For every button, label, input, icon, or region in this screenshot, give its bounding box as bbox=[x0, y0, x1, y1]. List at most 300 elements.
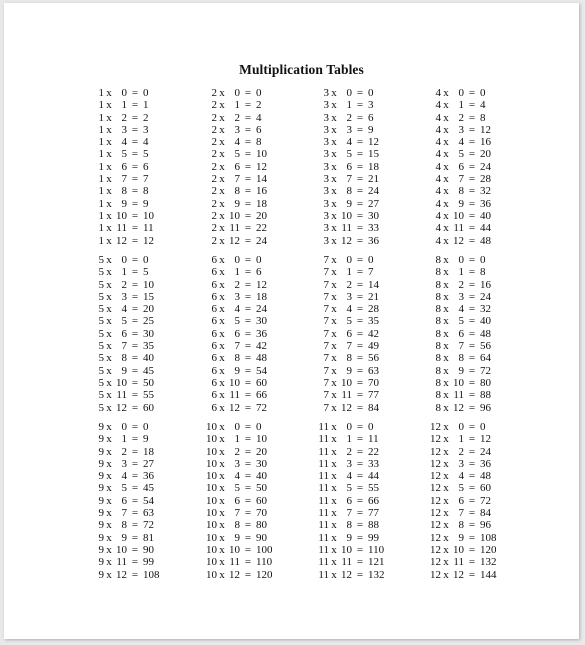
product: 44 bbox=[480, 222, 491, 235]
times-sign: x bbox=[106, 303, 112, 316]
times-sign: x bbox=[331, 494, 337, 507]
times-sign: x bbox=[443, 445, 449, 458]
product: 16 bbox=[480, 136, 491, 149]
factor-b: 7 bbox=[234, 173, 240, 186]
factor-b: 9 bbox=[121, 531, 127, 544]
factor-b: 7 bbox=[234, 340, 240, 353]
equals-sign: = bbox=[468, 568, 476, 581]
equals-sign: = bbox=[468, 99, 476, 112]
equation-row bbox=[88, 482, 167, 494]
product: 24 bbox=[480, 290, 491, 303]
product: 66 bbox=[256, 389, 267, 402]
product: 8 bbox=[480, 266, 486, 279]
factor-a: 12 bbox=[430, 457, 441, 470]
times-sign: x bbox=[219, 543, 225, 556]
product: 35 bbox=[143, 340, 154, 353]
product: 0 bbox=[143, 254, 149, 266]
equation-row bbox=[425, 402, 504, 414]
factor-b: 2 bbox=[458, 445, 464, 458]
equation-row bbox=[201, 556, 280, 568]
factor-b: 10 bbox=[229, 543, 240, 556]
equals-sign: = bbox=[131, 364, 139, 377]
equation-row bbox=[425, 507, 504, 519]
factor-a: 7 bbox=[323, 376, 329, 389]
factor-a: 8 bbox=[435, 327, 441, 340]
equation-row bbox=[88, 254, 167, 266]
times-sign: x bbox=[443, 111, 449, 124]
times-sign: x bbox=[106, 111, 112, 124]
product: 18 bbox=[256, 197, 267, 210]
times-sign: x bbox=[219, 222, 225, 235]
equation-row bbox=[201, 87, 280, 99]
product: 55 bbox=[368, 482, 379, 495]
times-sign: x bbox=[443, 568, 449, 581]
product: 5 bbox=[143, 148, 149, 161]
times-sign: x bbox=[443, 303, 449, 316]
product: 16 bbox=[256, 185, 267, 198]
equation-row bbox=[88, 279, 167, 291]
factor-a: 6 bbox=[211, 254, 217, 266]
equation-row bbox=[313, 470, 392, 482]
equals-sign: = bbox=[131, 209, 139, 222]
times-sign: x bbox=[331, 389, 337, 402]
equals-sign: = bbox=[131, 519, 139, 532]
product: 50 bbox=[143, 376, 154, 389]
factor-a: 6 bbox=[211, 315, 217, 328]
equals-sign: = bbox=[356, 254, 364, 266]
equals-sign: = bbox=[131, 87, 139, 99]
product: 100 bbox=[256, 543, 273, 556]
times-sign: x bbox=[443, 327, 449, 340]
times-sign: x bbox=[106, 494, 112, 507]
factor-b: 4 bbox=[458, 136, 464, 149]
times-sign: x bbox=[106, 421, 112, 433]
factor-a: 11 bbox=[318, 421, 329, 433]
factor-a: 5 bbox=[98, 303, 104, 316]
product: 5 bbox=[143, 266, 149, 279]
factor-a: 4 bbox=[435, 111, 441, 124]
factor-a: 2 bbox=[211, 87, 217, 99]
times-sign: x bbox=[443, 556, 449, 569]
product: 30 bbox=[256, 315, 267, 328]
product: 3 bbox=[368, 99, 374, 112]
equals-sign: = bbox=[131, 197, 139, 210]
product: 15 bbox=[368, 148, 379, 161]
product: 27 bbox=[368, 197, 379, 210]
factor-a: 12 bbox=[430, 494, 441, 507]
factor-b: 12 bbox=[229, 401, 240, 414]
times-sign: x bbox=[331, 290, 337, 303]
product: 90 bbox=[256, 531, 267, 544]
equals-sign: = bbox=[244, 87, 252, 99]
product: 121 bbox=[368, 556, 385, 569]
product: 40 bbox=[143, 352, 154, 365]
product: 54 bbox=[143, 494, 154, 507]
factor-b: 8 bbox=[346, 519, 352, 532]
factor-b: 1 bbox=[458, 433, 464, 446]
equals-sign: = bbox=[356, 185, 364, 198]
factor-a: 7 bbox=[323, 352, 329, 365]
product: 36 bbox=[256, 327, 267, 340]
table-block-6 bbox=[201, 254, 280, 414]
equals-sign: = bbox=[131, 254, 139, 266]
times-sign: x bbox=[443, 185, 449, 198]
factor-a: 1 bbox=[98, 87, 104, 99]
product: 49 bbox=[368, 340, 379, 353]
factor-a: 10 bbox=[206, 421, 217, 433]
factor-a: 2 bbox=[211, 148, 217, 161]
product: 22 bbox=[368, 445, 379, 458]
equals-sign: = bbox=[356, 401, 364, 414]
factor-b: 4 bbox=[121, 470, 127, 483]
equals-sign: = bbox=[244, 278, 252, 291]
equals-sign: = bbox=[244, 445, 252, 458]
times-sign: x bbox=[331, 519, 337, 532]
factor-b: 4 bbox=[234, 470, 240, 483]
factor-a: 9 bbox=[98, 543, 104, 556]
times-sign: x bbox=[219, 457, 225, 470]
equation-row bbox=[425, 99, 504, 111]
equals-sign: = bbox=[468, 482, 476, 495]
times-sign: x bbox=[219, 173, 225, 186]
factor-b: 2 bbox=[121, 278, 127, 291]
equals-sign: = bbox=[356, 303, 364, 316]
factor-b: 9 bbox=[346, 197, 352, 210]
factor-a: 6 bbox=[211, 266, 217, 279]
product: 56 bbox=[480, 340, 491, 353]
equals-sign: = bbox=[131, 531, 139, 544]
factor-a: 10 bbox=[206, 507, 217, 520]
product: 36 bbox=[368, 234, 379, 247]
times-sign: x bbox=[106, 401, 112, 414]
times-sign: x bbox=[443, 376, 449, 389]
equation-row bbox=[88, 519, 167, 531]
times-sign: x bbox=[106, 470, 112, 483]
product: 60 bbox=[143, 401, 154, 414]
equation-row bbox=[201, 254, 280, 266]
factor-b: 3 bbox=[346, 123, 352, 136]
factor-a: 3 bbox=[323, 185, 329, 198]
table-block-11 bbox=[313, 421, 392, 581]
equals-sign: = bbox=[468, 421, 476, 433]
factor-b: 8 bbox=[121, 185, 127, 198]
equation-row bbox=[201, 352, 280, 364]
equals-sign: = bbox=[356, 173, 364, 186]
factor-a: 6 bbox=[211, 303, 217, 316]
factor-b: 5 bbox=[234, 148, 240, 161]
equation-row bbox=[88, 340, 167, 352]
factor-a: 6 bbox=[211, 389, 217, 402]
factor-b: 4 bbox=[346, 303, 352, 316]
factor-a: 11 bbox=[318, 531, 329, 544]
product: 0 bbox=[143, 421, 149, 433]
factor-b: 3 bbox=[458, 123, 464, 136]
equation-row bbox=[313, 421, 392, 433]
product: 10 bbox=[143, 278, 154, 291]
equals-sign: = bbox=[244, 197, 252, 210]
factor-a: 5 bbox=[98, 401, 104, 414]
factor-a: 1 bbox=[98, 99, 104, 112]
factor-a: 8 bbox=[435, 278, 441, 291]
times-sign: x bbox=[106, 209, 112, 222]
factor-a: 4 bbox=[435, 87, 441, 99]
product: 8 bbox=[480, 111, 486, 124]
equals-sign: = bbox=[356, 209, 364, 222]
product: 108 bbox=[143, 568, 160, 581]
product: 12 bbox=[256, 160, 267, 173]
equation-row bbox=[201, 198, 280, 210]
equals-sign: = bbox=[244, 123, 252, 136]
factor-a: 9 bbox=[98, 470, 104, 483]
factor-b: 0 bbox=[234, 254, 240, 266]
equals-sign: = bbox=[468, 197, 476, 210]
times-sign: x bbox=[106, 389, 112, 402]
factor-a: 12 bbox=[430, 433, 441, 446]
times-sign: x bbox=[219, 376, 225, 389]
equation-row bbox=[313, 340, 392, 352]
factor-a: 8 bbox=[435, 340, 441, 353]
times-sign: x bbox=[331, 173, 337, 186]
equals-sign: = bbox=[468, 266, 476, 279]
factor-b: 3 bbox=[234, 290, 240, 303]
equals-sign: = bbox=[244, 482, 252, 495]
product: 30 bbox=[368, 209, 379, 222]
equals-sign: = bbox=[356, 376, 364, 389]
equation-row bbox=[88, 544, 167, 556]
equals-sign: = bbox=[244, 160, 252, 173]
times-sign: x bbox=[219, 111, 225, 124]
times-sign: x bbox=[106, 507, 112, 520]
equation-row bbox=[313, 279, 392, 291]
factor-a: 4 bbox=[435, 197, 441, 210]
times-sign: x bbox=[331, 327, 337, 340]
table-block-3 bbox=[313, 87, 392, 247]
times-sign: x bbox=[219, 99, 225, 112]
factor-a: 4 bbox=[435, 173, 441, 186]
equation-row bbox=[201, 185, 280, 197]
product: 6 bbox=[256, 266, 262, 279]
equation-row bbox=[425, 161, 504, 173]
factor-b: 12 bbox=[116, 234, 127, 247]
factor-a: 12 bbox=[430, 531, 441, 544]
factor-a: 3 bbox=[323, 136, 329, 149]
times-sign: x bbox=[331, 543, 337, 556]
factor-a: 3 bbox=[323, 209, 329, 222]
factor-a: 6 bbox=[211, 278, 217, 291]
factor-a: 9 bbox=[98, 568, 104, 581]
factor-b: 2 bbox=[121, 111, 127, 124]
factor-a: 3 bbox=[323, 123, 329, 136]
product: 84 bbox=[368, 401, 379, 414]
factor-a: 10 bbox=[206, 482, 217, 495]
equals-sign: = bbox=[131, 421, 139, 433]
factor-a: 8 bbox=[435, 376, 441, 389]
factor-b: 6 bbox=[121, 494, 127, 507]
times-sign: x bbox=[443, 352, 449, 365]
factor-b: 2 bbox=[121, 445, 127, 458]
factor-b: 9 bbox=[234, 531, 240, 544]
factor-b: 9 bbox=[458, 531, 464, 544]
factor-a: 11 bbox=[318, 457, 329, 470]
times-sign: x bbox=[443, 266, 449, 279]
equals-sign: = bbox=[468, 185, 476, 198]
factor-a: 8 bbox=[435, 290, 441, 303]
factor-a: 6 bbox=[211, 290, 217, 303]
equation-row bbox=[201, 544, 280, 556]
factor-b: 3 bbox=[234, 457, 240, 470]
equals-sign: = bbox=[356, 457, 364, 470]
equation-row bbox=[313, 124, 392, 136]
product: 72 bbox=[480, 494, 491, 507]
factor-a: 11 bbox=[318, 482, 329, 495]
factor-b: 3 bbox=[458, 457, 464, 470]
equation-row bbox=[313, 173, 392, 185]
product: 11 bbox=[143, 222, 154, 235]
factor-b: 9 bbox=[234, 197, 240, 210]
equals-sign: = bbox=[468, 222, 476, 235]
factor-a: 7 bbox=[323, 315, 329, 328]
equation-row bbox=[88, 446, 167, 458]
factor-a: 8 bbox=[435, 254, 441, 266]
factor-a: 8 bbox=[435, 266, 441, 279]
product: 0 bbox=[480, 254, 486, 266]
factor-a: 6 bbox=[211, 401, 217, 414]
equation-row bbox=[313, 507, 392, 519]
times-sign: x bbox=[331, 87, 337, 99]
equation-row bbox=[425, 148, 504, 160]
factor-a: 11 bbox=[318, 494, 329, 507]
equals-sign: = bbox=[356, 234, 364, 247]
factor-a: 4 bbox=[435, 99, 441, 112]
times-sign: x bbox=[443, 457, 449, 470]
equals-sign: = bbox=[244, 376, 252, 389]
product: 30 bbox=[143, 327, 154, 340]
factor-b: 0 bbox=[458, 254, 464, 266]
equals-sign: = bbox=[468, 556, 476, 569]
equation-row bbox=[88, 161, 167, 173]
factor-a: 11 bbox=[318, 433, 329, 446]
equation-row bbox=[201, 470, 280, 482]
equation-row bbox=[88, 421, 167, 433]
equation-row bbox=[88, 556, 167, 568]
product: 24 bbox=[256, 234, 267, 247]
product: 48 bbox=[480, 470, 491, 483]
equals-sign: = bbox=[131, 389, 139, 402]
equation-row bbox=[425, 532, 504, 544]
times-sign: x bbox=[443, 519, 449, 532]
product: 144 bbox=[480, 568, 497, 581]
factor-a: 4 bbox=[435, 209, 441, 222]
equals-sign: = bbox=[244, 389, 252, 402]
equals-sign: = bbox=[131, 303, 139, 316]
times-sign: x bbox=[219, 531, 225, 544]
equation-row bbox=[425, 365, 504, 377]
factor-b: 7 bbox=[121, 507, 127, 520]
factor-a: 5 bbox=[98, 266, 104, 279]
equals-sign: = bbox=[244, 136, 252, 149]
product: 12 bbox=[368, 136, 379, 149]
times-sign: x bbox=[443, 222, 449, 235]
factor-b: 9 bbox=[121, 364, 127, 377]
table-block-9 bbox=[88, 421, 167, 581]
equals-sign: = bbox=[468, 352, 476, 365]
equation-row bbox=[313, 161, 392, 173]
factor-b: 11 bbox=[341, 389, 352, 402]
factor-a: 9 bbox=[98, 519, 104, 532]
factor-a: 12 bbox=[430, 556, 441, 569]
factor-b: 4 bbox=[121, 136, 127, 149]
equals-sign: = bbox=[131, 445, 139, 458]
equals-sign: = bbox=[244, 421, 252, 433]
times-sign: x bbox=[443, 531, 449, 544]
product: 45 bbox=[143, 482, 154, 495]
equals-sign: = bbox=[356, 470, 364, 483]
product: 22 bbox=[256, 222, 267, 235]
factor-a: 10 bbox=[206, 543, 217, 556]
factor-b: 1 bbox=[121, 433, 127, 446]
equals-sign: = bbox=[244, 531, 252, 544]
factor-b: 11 bbox=[453, 222, 464, 235]
product: 40 bbox=[480, 315, 491, 328]
equals-sign: = bbox=[131, 470, 139, 483]
equation-row bbox=[201, 328, 280, 340]
product: 44 bbox=[368, 470, 379, 483]
equation-row bbox=[201, 569, 280, 581]
table-block-7 bbox=[313, 254, 392, 414]
product: 2 bbox=[256, 99, 262, 112]
equation-row bbox=[313, 266, 392, 278]
times-sign: x bbox=[106, 445, 112, 458]
equation-row bbox=[88, 315, 167, 327]
factor-b: 5 bbox=[121, 482, 127, 495]
equation-row bbox=[88, 433, 167, 445]
factor-a: 5 bbox=[98, 340, 104, 353]
times-sign: x bbox=[219, 266, 225, 279]
factor-a: 3 bbox=[323, 111, 329, 124]
equals-sign: = bbox=[131, 266, 139, 279]
times-sign: x bbox=[219, 254, 225, 266]
factor-a: 2 bbox=[211, 197, 217, 210]
times-sign: x bbox=[219, 87, 225, 99]
equals-sign: = bbox=[356, 352, 364, 365]
times-sign: x bbox=[106, 543, 112, 556]
product: 48 bbox=[480, 327, 491, 340]
times-sign: x bbox=[331, 160, 337, 173]
equation-row bbox=[313, 532, 392, 544]
equation-row bbox=[425, 328, 504, 340]
product: 18 bbox=[256, 290, 267, 303]
equation-row bbox=[313, 87, 392, 99]
factor-b: 2 bbox=[346, 111, 352, 124]
equals-sign: = bbox=[131, 111, 139, 124]
times-sign: x bbox=[443, 507, 449, 520]
equation-row bbox=[313, 495, 392, 507]
times-sign: x bbox=[443, 197, 449, 210]
factor-a: 4 bbox=[435, 160, 441, 173]
product: 84 bbox=[480, 507, 491, 520]
factor-b: 12 bbox=[229, 234, 240, 247]
factor-b: 5 bbox=[121, 315, 127, 328]
product: 12 bbox=[256, 278, 267, 291]
equation-row bbox=[88, 377, 167, 389]
equals-sign: = bbox=[131, 315, 139, 328]
equals-sign: = bbox=[468, 507, 476, 520]
product: 90 bbox=[143, 543, 154, 556]
factor-a: 3 bbox=[323, 234, 329, 247]
factor-a: 4 bbox=[435, 136, 441, 149]
product: 24 bbox=[256, 303, 267, 316]
equation-row bbox=[201, 112, 280, 124]
